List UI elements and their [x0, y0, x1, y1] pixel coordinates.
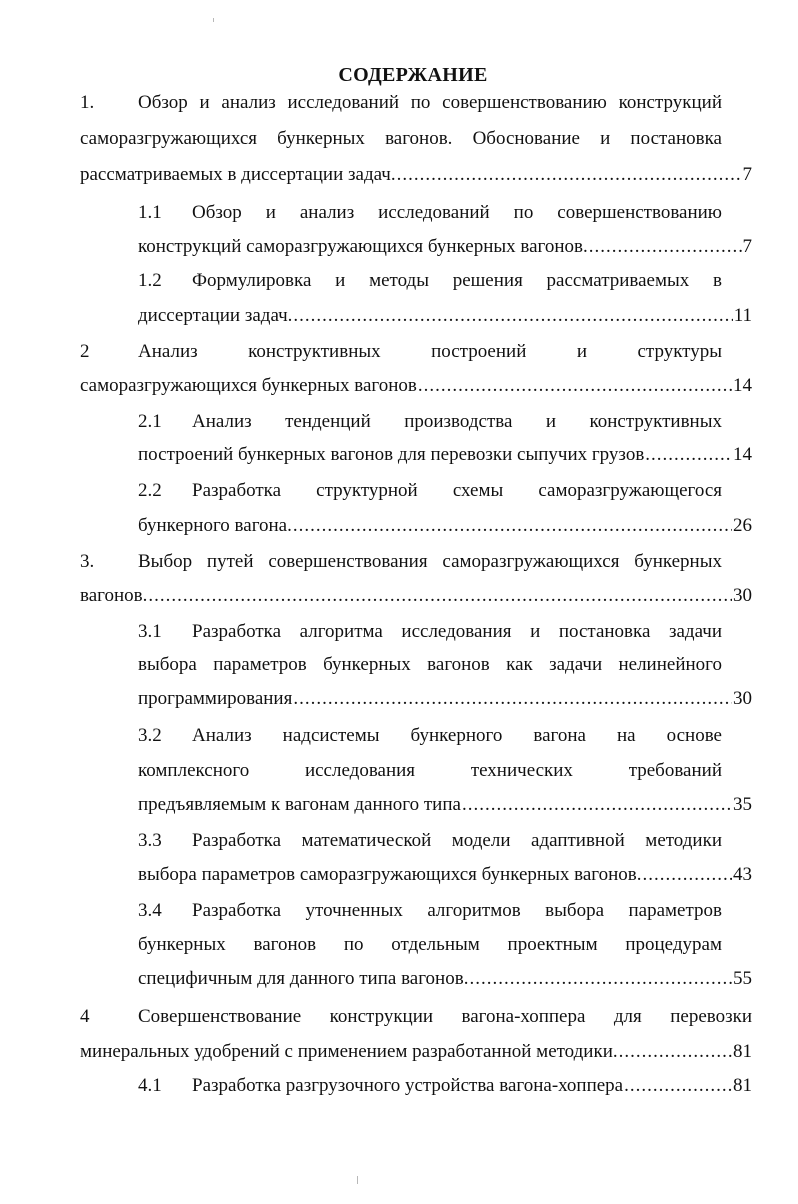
entry-title-line: Обзор и анализ исследований по совершенствованию конструкций: [138, 92, 722, 113]
entry-leader-line: [80, 373, 752, 399]
entry-page-number: 11: [733, 305, 752, 326]
entry-leader-line: [80, 162, 752, 188]
entry-leader-line: [138, 862, 752, 888]
entry-number: 1.: [80, 92, 95, 113]
entry-number: 2.1: [138, 411, 162, 432]
entry-page-number: 14: [733, 444, 752, 465]
entry-leader-line: [138, 513, 752, 539]
dot-leader: [293, 303, 732, 329]
dot-leader: [589, 234, 742, 260]
entry-title-line: программирования: [138, 688, 293, 709]
entry-page-number: 81: [733, 1075, 752, 1096]
entry-number: 2: [80, 341, 90, 362]
entry-number: 3.3: [138, 830, 162, 851]
entry-page-number: 7: [742, 164, 752, 185]
entry-number: 3.1: [138, 621, 162, 642]
dot-leader: [619, 1039, 732, 1065]
entry-page-number: 14: [733, 375, 752, 396]
entry-leader-line: [138, 234, 752, 260]
entry-page-number: 26: [733, 515, 752, 536]
entry-page-number: 81: [733, 1041, 752, 1062]
entry-title-line: выбора параметров саморазгружающихся бункерных вагонов.: [138, 864, 642, 885]
entry-title-line: минеральных удобрений с применением разработанной методики.: [80, 1041, 618, 1062]
entry-leader-line: [192, 1073, 752, 1099]
dot-leader: [469, 966, 732, 992]
entry-title-line: Выбор путей совершенствования саморазгружающихся бункерных: [138, 551, 722, 572]
entry-title-line: конструкций саморазгружающихся бункерных вагонов.: [138, 236, 588, 257]
entry-title-line: рассматриваемых в диссертации задач.: [80, 164, 396, 185]
scan-mark-top: [213, 18, 214, 22]
entry-leader-line: [138, 303, 752, 329]
entry-number: 1.2: [138, 270, 162, 291]
entry-title-line: Разработка уточненных алгоритмов выбора параметров: [192, 900, 722, 921]
entry-title-line: комплексного исследования технических требований: [138, 760, 722, 781]
entry-page-number: 30: [733, 585, 752, 606]
entry-leader-line: [138, 792, 752, 818]
entry-page-number: 55: [733, 968, 752, 989]
scan-mark-bottom: [357, 1176, 358, 1184]
entry-number: 3.4: [138, 900, 162, 921]
dot-leader: [148, 583, 732, 609]
entry-title-line: Разработка алгоритма исследования и постановка задачи: [192, 621, 722, 642]
entry-title-line: Разработка структурной схемы саморазгружающегося: [192, 480, 722, 501]
entry-leader-line: [80, 1039, 752, 1065]
entry-title-line: вагонов.: [80, 585, 148, 606]
entry-leader-line: [138, 966, 752, 992]
entry-number: 2.2: [138, 480, 162, 501]
entry-title-line: Анализ надсистемы бункерного вагона на основе: [192, 725, 722, 746]
entry-title-line: Совершенствование конструкции вагона-хоппера для перевозки: [138, 1006, 752, 1027]
entry-title-line: бункерных вагонов по отдельным проектным процедурам: [138, 934, 722, 955]
entry-page-number: 43: [733, 864, 752, 885]
entry-title-line: выбора параметров бункерных вагонов как задачи нелинейного: [138, 654, 722, 675]
entry-leader-line: [138, 442, 752, 468]
entry-title-line: саморазгружающихся бункерных вагонов. Обоснование и постановка: [80, 128, 722, 149]
dot-leader: [418, 373, 732, 399]
entry-title-line: Обзор и анализ исследований по совершенствованию: [192, 202, 722, 223]
entry-leader-line: [80, 583, 752, 609]
entry-title-line: предъявляемым к вагонам данного типа: [138, 794, 461, 815]
entry-page-number: 7: [742, 236, 752, 257]
entry-number: 1.1: [138, 202, 162, 223]
entry-title-line: Анализ тенденций производства и конструктивных: [192, 411, 722, 432]
page-title: СОДЕРЖАНИЕ: [338, 64, 488, 86]
entry-number: 3.: [80, 551, 95, 572]
entry-title-line: диссертации задач.: [138, 305, 293, 326]
entry-leader-line: [138, 686, 752, 712]
entry-title-line: бункерного вагона.: [138, 515, 292, 536]
entry-title-line: Разработка разгрузочного устройства вагона-хоппера: [192, 1075, 624, 1096]
entry-title-line: специфичным для данного типа вагонов.: [138, 968, 469, 989]
dot-leader: [645, 442, 732, 468]
dot-leader: [397, 162, 742, 188]
entry-title-line: Формулировка и методы решения рассматриваемых в: [192, 270, 722, 291]
entry-title-line: Анализ конструктивных построений и структуры: [138, 341, 722, 362]
entry-number: 4.1: [138, 1075, 162, 1096]
entry-title-line: построений бункерных вагонов для перевозки сыпучих грузов: [138, 444, 645, 465]
entry-number: 4: [80, 1006, 90, 1027]
entry-title-line: Разработка математической модели адаптивной методики: [192, 830, 722, 851]
entry-page-number: 30: [733, 688, 752, 709]
dot-leader: [642, 862, 732, 888]
dot-leader: [462, 792, 732, 818]
dot-leader: [293, 513, 732, 539]
entry-number: 3.2: [138, 725, 162, 746]
dot-leader: [293, 686, 732, 712]
entry-title-line: саморазгружающихся бункерных вагонов: [80, 375, 417, 396]
dot-leader: [624, 1073, 732, 1099]
entry-page-number: 35: [733, 794, 752, 815]
